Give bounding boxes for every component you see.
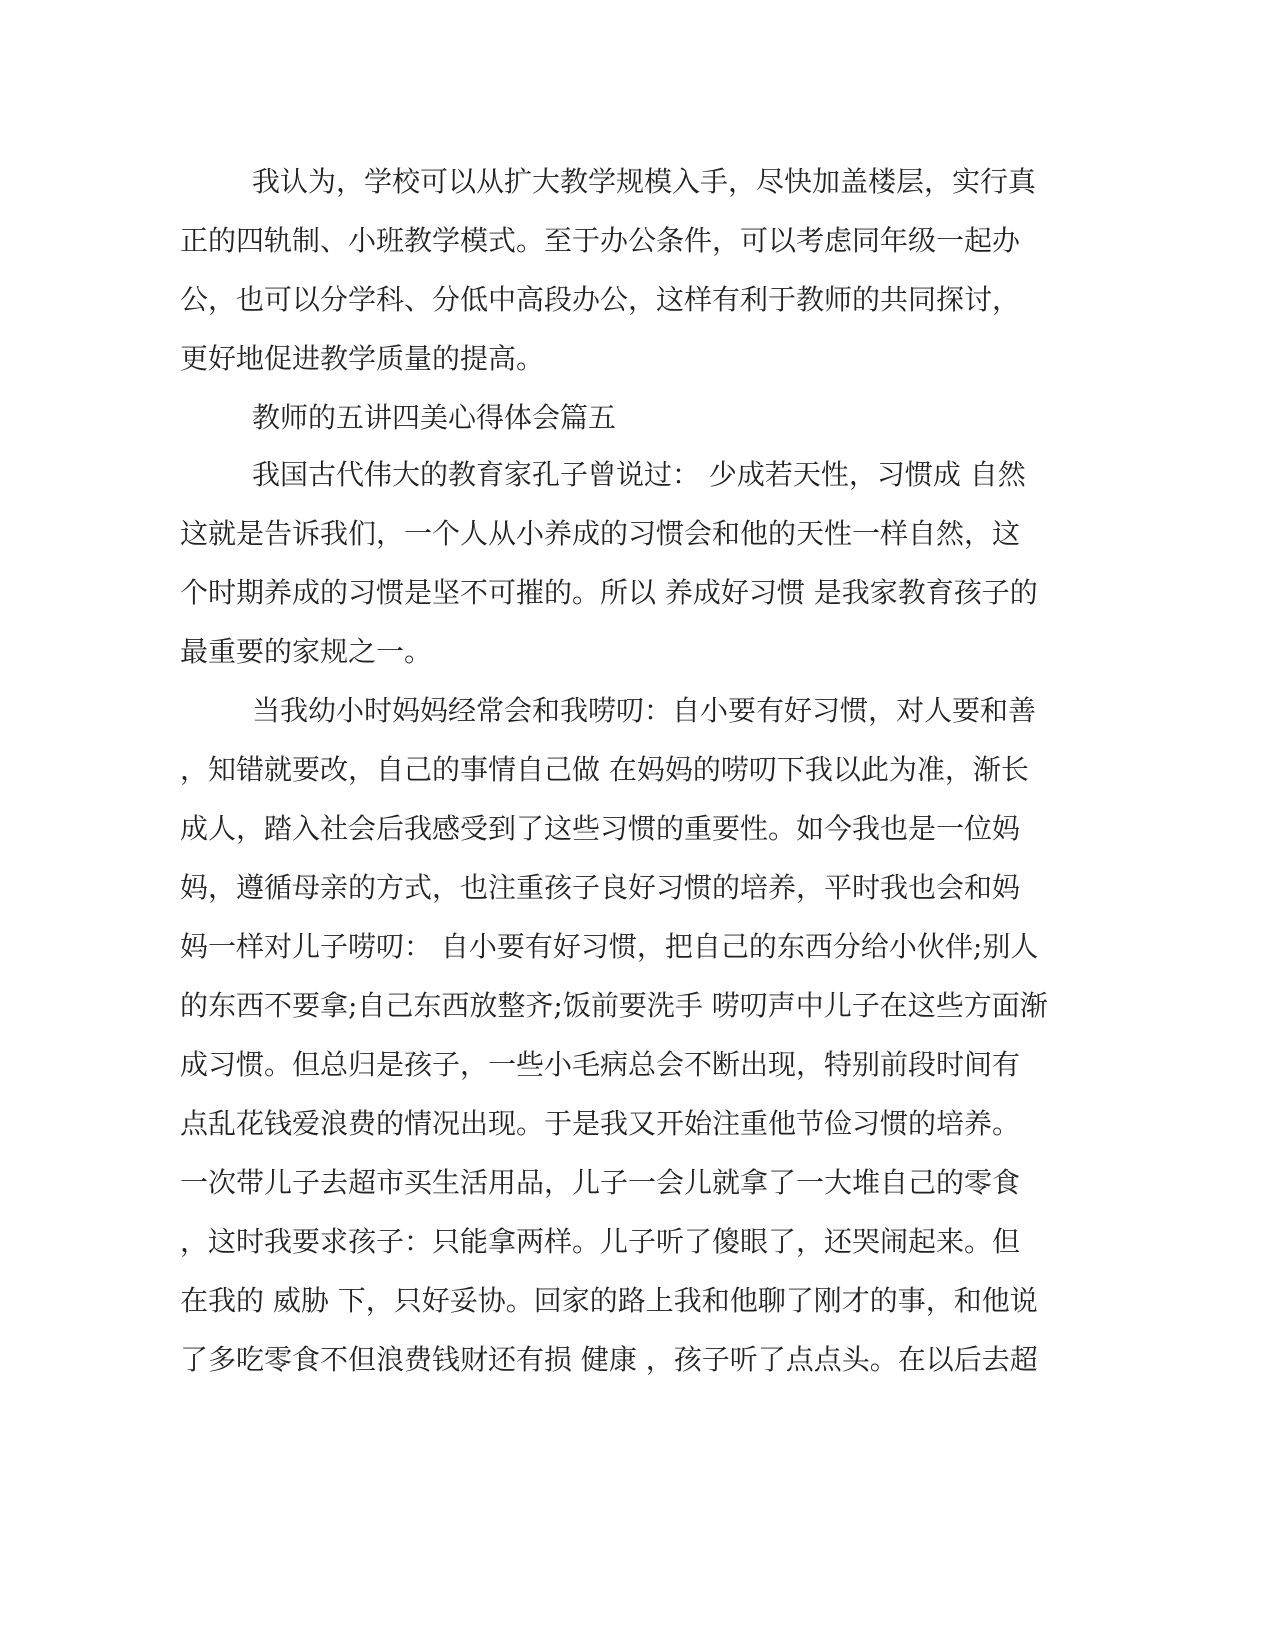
text-line: 最重要的家规之一。 [180, 635, 433, 668]
text-line: 公，也可以分学科、分低中高段办公，这样有利于教师的共同探讨， [180, 283, 1021, 316]
section-heading: 教师的五讲四美心得体会篇五 [252, 401, 617, 434]
text-line: ，知错就要改，自己的事情自己做 在妈妈的唠叨下我以此为准，渐长 [180, 753, 1029, 786]
text-line: 了多吃零食不但浪费钱财还有损 健康 ，孩子听了点点头。在以后去超 [180, 1343, 1038, 1376]
text-line: ，这时我要求孩子：只能拿两样。儿子听了傻眼了，还哭闹起来。但 [180, 1225, 1021, 1258]
text-line: 这就是告诉我们，一个人从小养成的习惯会和他的天性一样自然，这 [180, 517, 1021, 550]
text-line: 妈，遵循母亲的方式，也注重孩子良好习惯的培养，平时我也会和妈 [180, 871, 1021, 904]
text-line: 妈一样对儿子唠叨： 自小要有好习惯，把自己的东西分给小伙伴;别人 [180, 930, 1039, 963]
text-line: 一次带儿子去超市买生活用品，儿子一会儿就拿了一大堆自己的零食 [180, 1166, 1021, 1199]
text-line: 在我的 威胁 下，只好妥协。回家的路上我和他聊了刚才的事，和他说 [180, 1284, 1038, 1317]
text-line: 成习惯。但总归是孩子，一些小毛病总会不断出现，特别前段时间有 [180, 1048, 1021, 1081]
text-line: 点乱花钱爱浪费的情况出现。于是我又开始注重他节俭习惯的培养。 [180, 1107, 1021, 1140]
text-line: 个时期养成的习惯是坚不可摧的。所以 养成好习惯 是我家教育孩子的 [180, 576, 1038, 609]
text-line: 正的四轨制、小班教学模式。至于办公条件，可以考虑同年级一起办 [180, 224, 1021, 257]
text-line: 的东西不要拿;自己东西放整齐;饭前要洗手 唠叨声中儿子在这些方面渐 [180, 989, 1048, 1022]
text-line: 成人，踏入社会后我感受到了这些习惯的重要性。如今我也是一位妈 [180, 812, 1021, 845]
text-line: 当我幼小时妈妈经常会和我唠叨：自小要有好习惯，对人要和善 [252, 694, 1037, 727]
text-line: 我认为，学校可以从扩大教学规模入手，尽快加盖楼层，实行真 [252, 165, 1037, 198]
text-line: 我国古代伟大的教育家孔子曾说过： 少成若天性，习惯成 自然 [252, 458, 1026, 491]
text-line: 更好地促进教学质量的提高。 [180, 342, 545, 375]
